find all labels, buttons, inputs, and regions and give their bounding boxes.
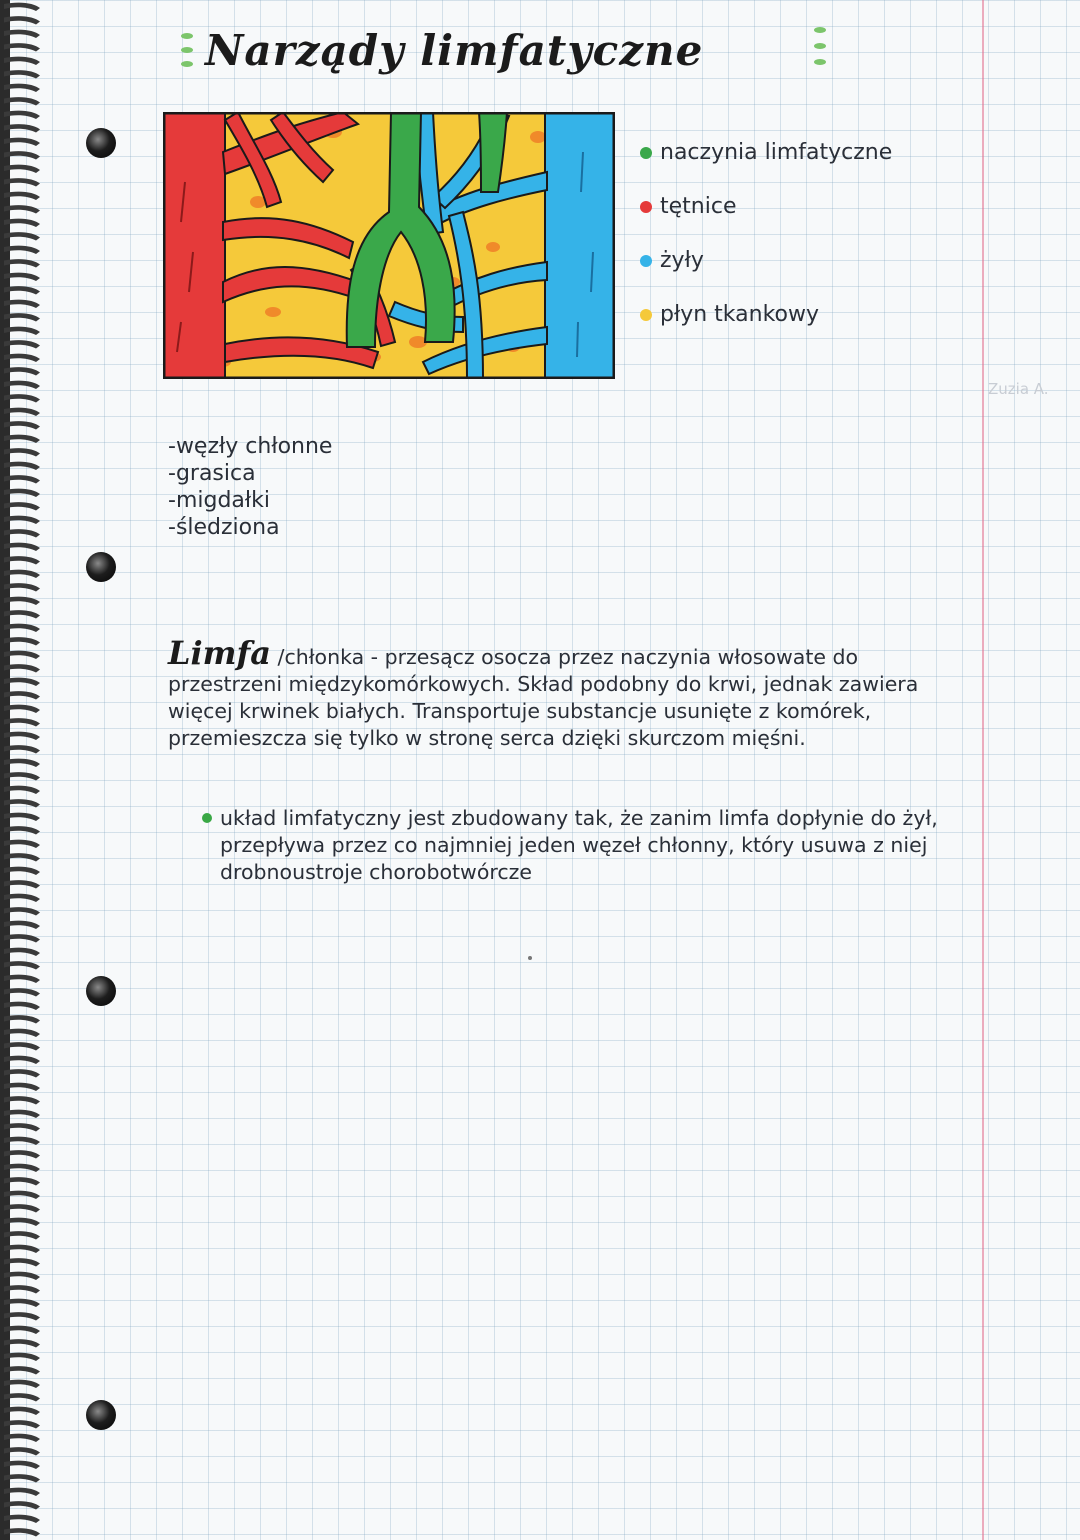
page-title-text: Narządy limfatyczne (205, 26, 704, 75)
legend-label: żyły (660, 248, 704, 273)
punch-hole (86, 1400, 116, 1430)
legend-dot (640, 255, 652, 267)
lymphatic-illustration (163, 112, 615, 379)
side-note: Zuzia A. (988, 380, 1049, 398)
organ-list-item: -migdałki (168, 488, 270, 513)
legend-dot (640, 309, 652, 321)
lymph-definition (168, 634, 968, 752)
margin-line (982, 0, 984, 1540)
lymph-heading: Limfa (168, 634, 272, 672)
legend-dot (640, 147, 652, 159)
legend-dot (640, 201, 652, 213)
legend-item-lymph-vessels (640, 140, 892, 170)
organ-list-item: -grasica (168, 461, 256, 486)
legend-label: płyn tkankowy (660, 302, 820, 327)
bullet-dot (202, 813, 212, 823)
page-title (175, 20, 835, 80)
lymph-system-note (202, 805, 972, 886)
lymph-system-note-text: układ limfatyczny jest zbudowany tak, że zanim limfa dopłynie do żył, przepływa przez co najmniej jeden węzeł chłonny, który usuwa z niej drobnoustroje chorobotwórcze (220, 806, 938, 884)
legend-item-arteries (640, 194, 736, 224)
lymph-definition-text: /chłonka - przesącz osocza przez naczynia włosowate do przestrzeni międzykomórkowych. Skład podobny do krwi, jednak zawiera więcej krwinek białych. Transportuje substancje usunięte z komórek, przemieszcza się tylko w stronę serca dzięki skurczom mięśni. (168, 645, 919, 750)
spiral-binding (0, 0, 58, 1540)
punch-hole (86, 552, 116, 582)
organ-list (168, 433, 332, 541)
legend-item-veins (640, 248, 704, 278)
organ-list-item: -śledziona (168, 515, 280, 540)
legend-item-tissue-fluid (640, 302, 819, 332)
punch-hole (86, 128, 116, 158)
ink-speck (528, 956, 532, 960)
punch-hole (86, 976, 116, 1006)
organ-list-item: -węzły chłonne (168, 434, 333, 459)
legend-label: tętnice (660, 194, 737, 219)
legend-label: naczynia limfatyczne (660, 140, 893, 165)
